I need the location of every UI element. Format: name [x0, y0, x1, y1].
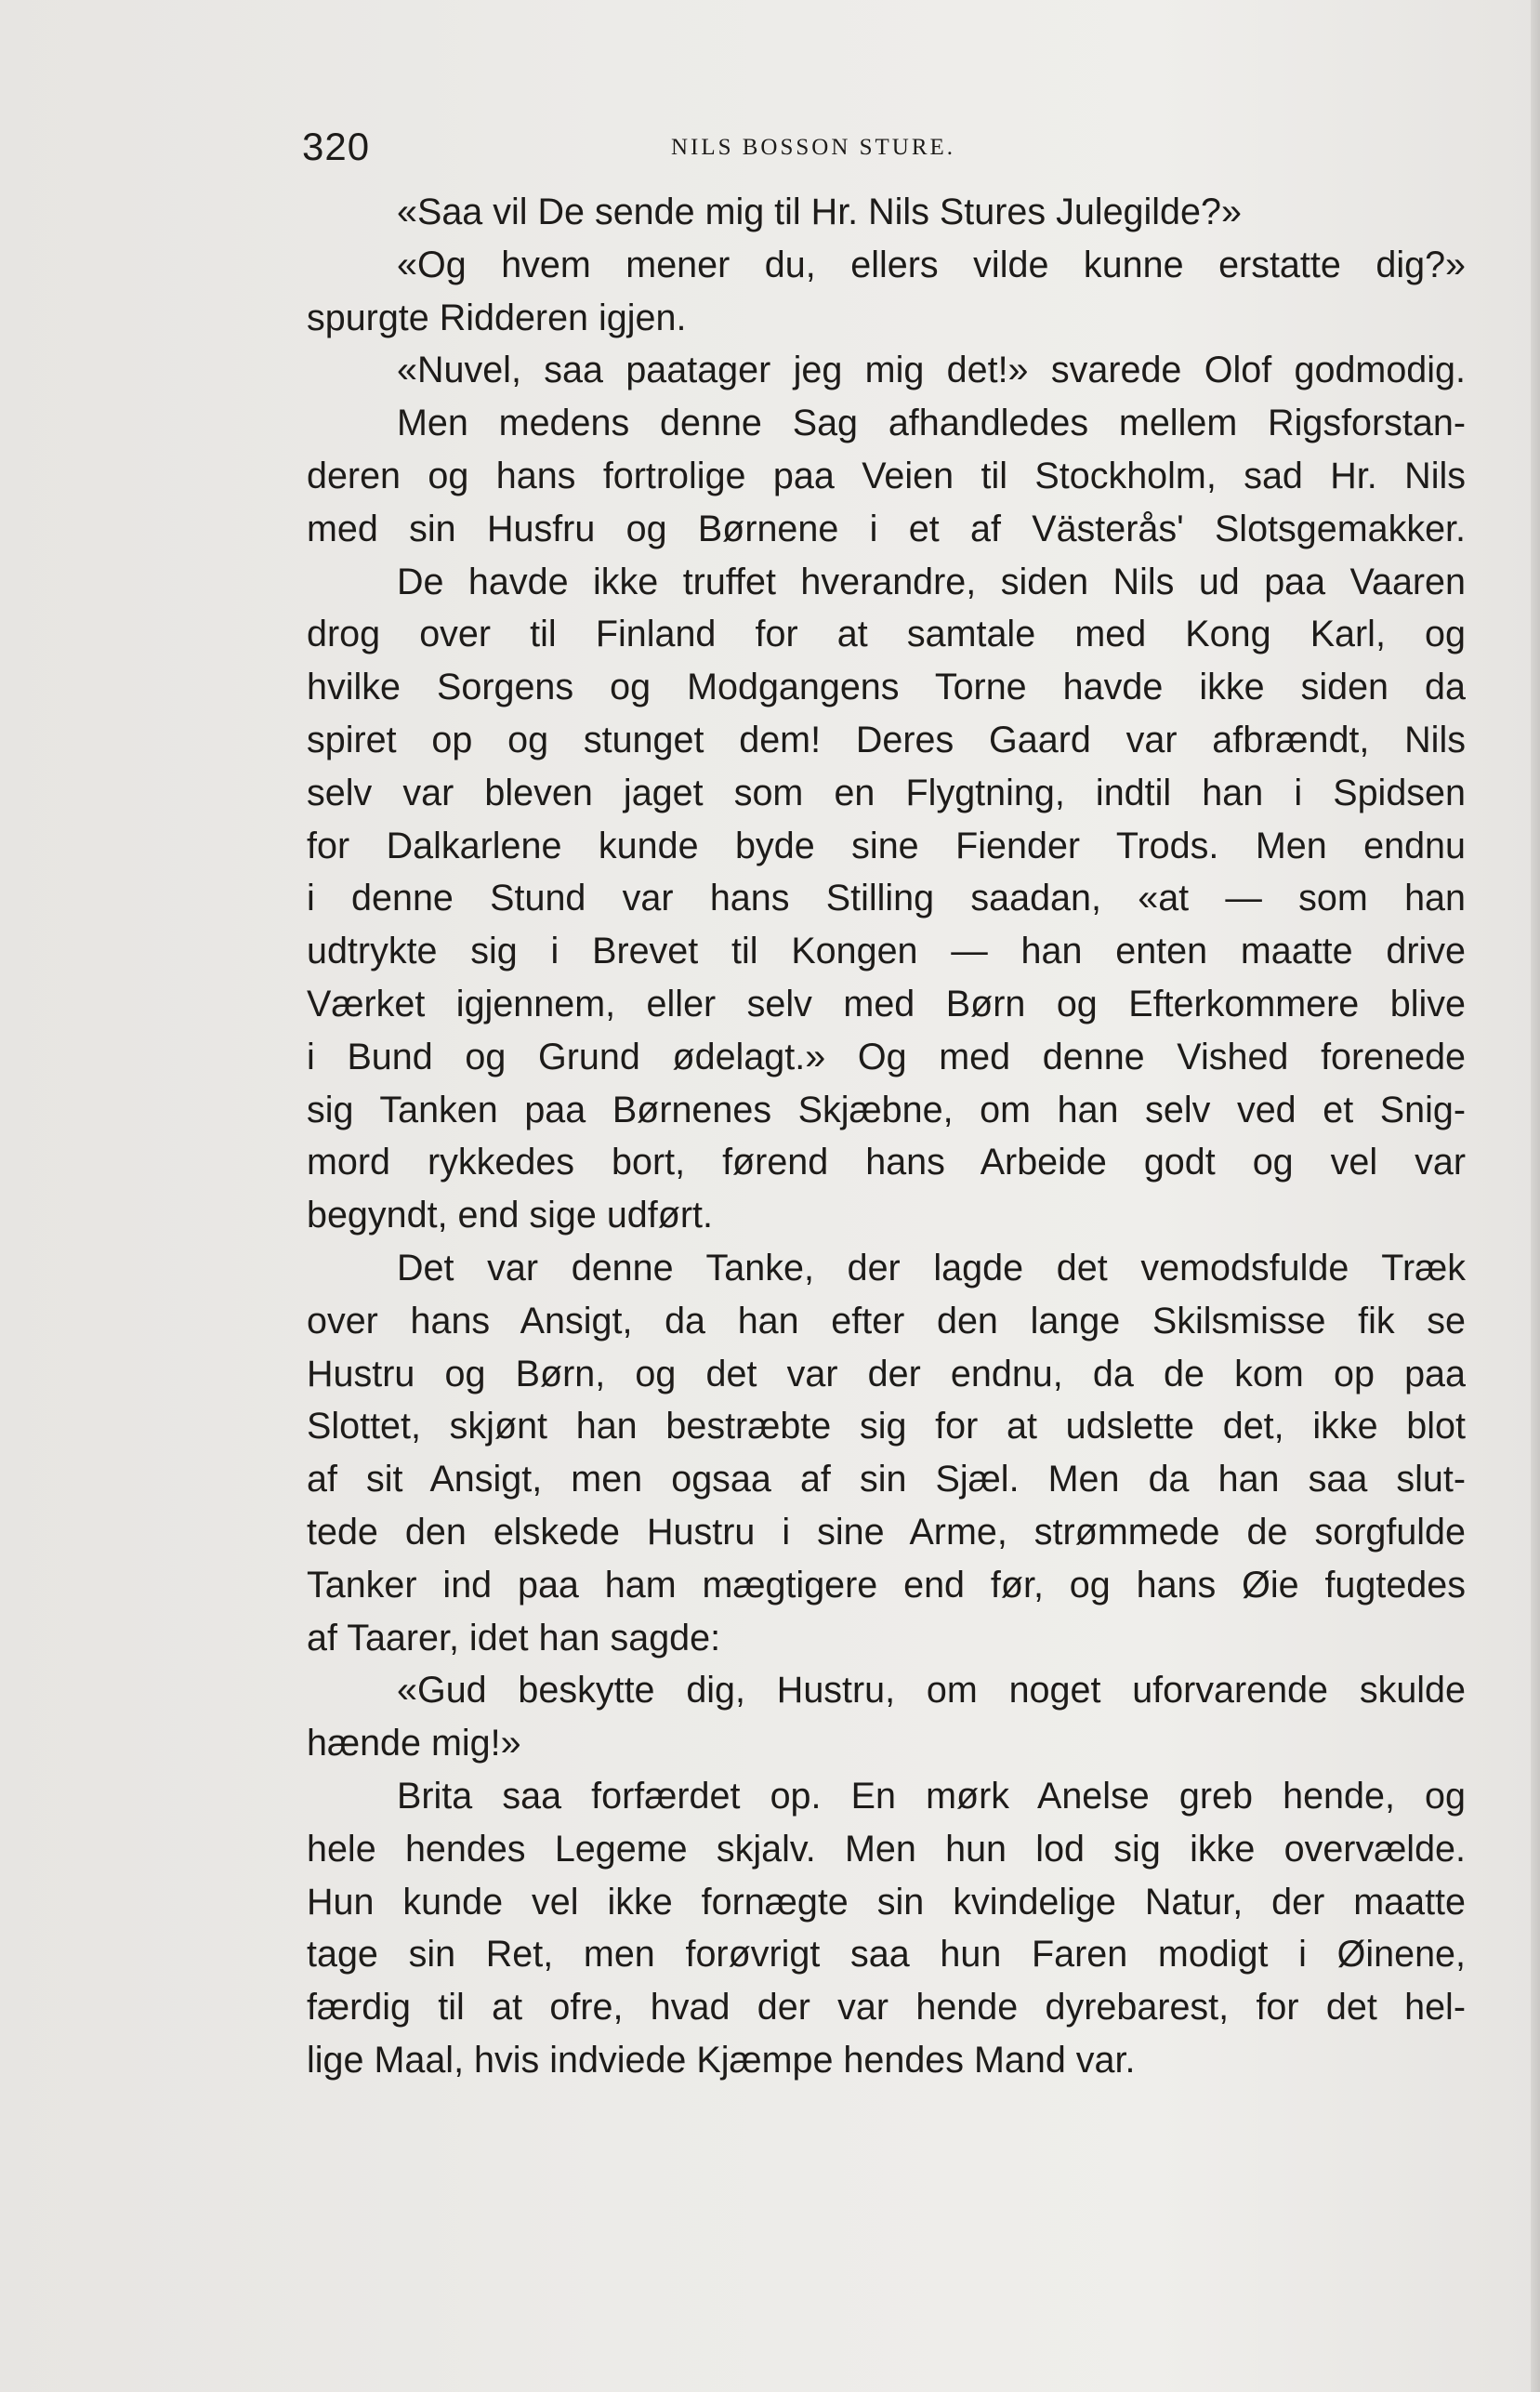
- text-line: hele hendes Legeme skjalv. Men hun lod sig ikke overvælde.: [307, 1828, 1466, 1870]
- text-line: tede den elskede Hustru i sine Arme, strømmede de sorgfulde: [307, 1511, 1466, 1553]
- text-line: færdig til at ofre, hvad der var hende dyrebarest, for det hel-: [307, 1987, 1466, 2029]
- text-line: i denne Stund var hans Stilling saadan, «at — som han: [307, 878, 1466, 919]
- text-line: Hun kunde vel ikke fornægte sin kvindelige Natur, der maatte: [307, 1881, 1466, 1923]
- text-line: i Bund og Grund ødelagt.» Og med denne Vished forenede: [307, 1036, 1466, 1077]
- text-line: hænde mig!»: [307, 1723, 521, 1764]
- text-line: «Gud beskytte dig, Hustru, om noget uforvarende skulde: [397, 1670, 1466, 1711]
- text-line: De havde ikke truffet hverandre, siden Nils ud paa Vaaren: [397, 561, 1466, 602]
- text-line: begyndt, end sige udført.: [307, 1195, 713, 1236]
- page-number: 320: [302, 125, 371, 168]
- text-line: «Nuvel, saa paatager jeg mig det!» svarede Olof godmodig.: [397, 350, 1466, 391]
- text-line: over hans Ansigt, da han efter den lange Skilsmisse fik se: [307, 1300, 1466, 1341]
- body-text: [307, 186, 1466, 2087]
- text-line: spiret op og stunget dem! Deres Gaard var afbrændt, Nils: [307, 719, 1466, 760]
- text-line: hvilke Sorgens og Modgangens Torne havde ikke siden da: [307, 667, 1466, 708]
- text-line: for Dalkarlene kunde byde sine Fiender Trods. Men endnu: [307, 825, 1466, 866]
- text-line: drog over til Finland for at samtale med Kong Karl, og: [307, 614, 1466, 655]
- text-line: af Taarer, idet han sagde:: [307, 1617, 721, 1659]
- text-line: Det var denne Tanke, der lagde det vemodsfulde Træk: [397, 1247, 1466, 1289]
- text-line: Hustru og Børn, og det var der endnu, da de kom op paa: [307, 1353, 1466, 1394]
- text-line: mord rykkedes bort, førend hans Arbeide godt og vel var: [307, 1142, 1466, 1183]
- text-line: tage sin Ret, men forøvrigt saa hun Faren modigt i Øinene,: [307, 1934, 1466, 1976]
- text-line: lige Maal, hvis indviede Kjæmpe hendes Mand var.: [307, 2039, 1136, 2081]
- text-line: Tanker ind paa ham mægtigere end før, og hans Øie fugtedes: [307, 1564, 1466, 1606]
- text-line: af sit Ansigt, men ogsaa af sin Sjæl. Men da han saa slut-: [307, 1459, 1466, 1500]
- text-line: Værket igjennem, eller selv med Børn og Efterkommere blive: [307, 983, 1466, 1024]
- text-line: sig Tanken paa Børnenes Skjæbne, om han selv ved et Snig-: [307, 1089, 1466, 1130]
- text-line: Men medens denne Sag afhandledes mellem Rigsforstan-: [397, 403, 1466, 444]
- running-title: NILS BOSSON STURE.: [670, 135, 956, 160]
- text-line: «Saa vil De sende mig til Hr. Nils Stures Julegilde?»: [397, 192, 1242, 232]
- text-line: «Og hvem mener du, ellers vilde kunne erstatte dig?»: [397, 244, 1466, 285]
- text-line: udtrykte sig i Brevet til Kongen — han enten maatte drive: [307, 931, 1466, 972]
- page-edge-shadow: [1531, 0, 1540, 2392]
- text-line: deren og hans fortrolige paa Veien til Stockholm, sad Hr. Nils: [307, 455, 1466, 496]
- text-line: selv var bleven jaget som en Flygtning, indtil han i Spidsen: [307, 772, 1466, 813]
- page-header: [302, 119, 1466, 175]
- text-line: Slottet, skjønt han bestræbte sig for at udslette det, ikke blot: [307, 1406, 1466, 1447]
- text-line: med sin Husfru og Børnene i et af Västerås' Slotsgemakker.: [307, 508, 1466, 549]
- text-line: Brita saa forfærdet op. En mørk Anelse greb hende, og: [397, 1775, 1466, 1817]
- text-line: spurgte Ridderen igjen.: [307, 297, 687, 338]
